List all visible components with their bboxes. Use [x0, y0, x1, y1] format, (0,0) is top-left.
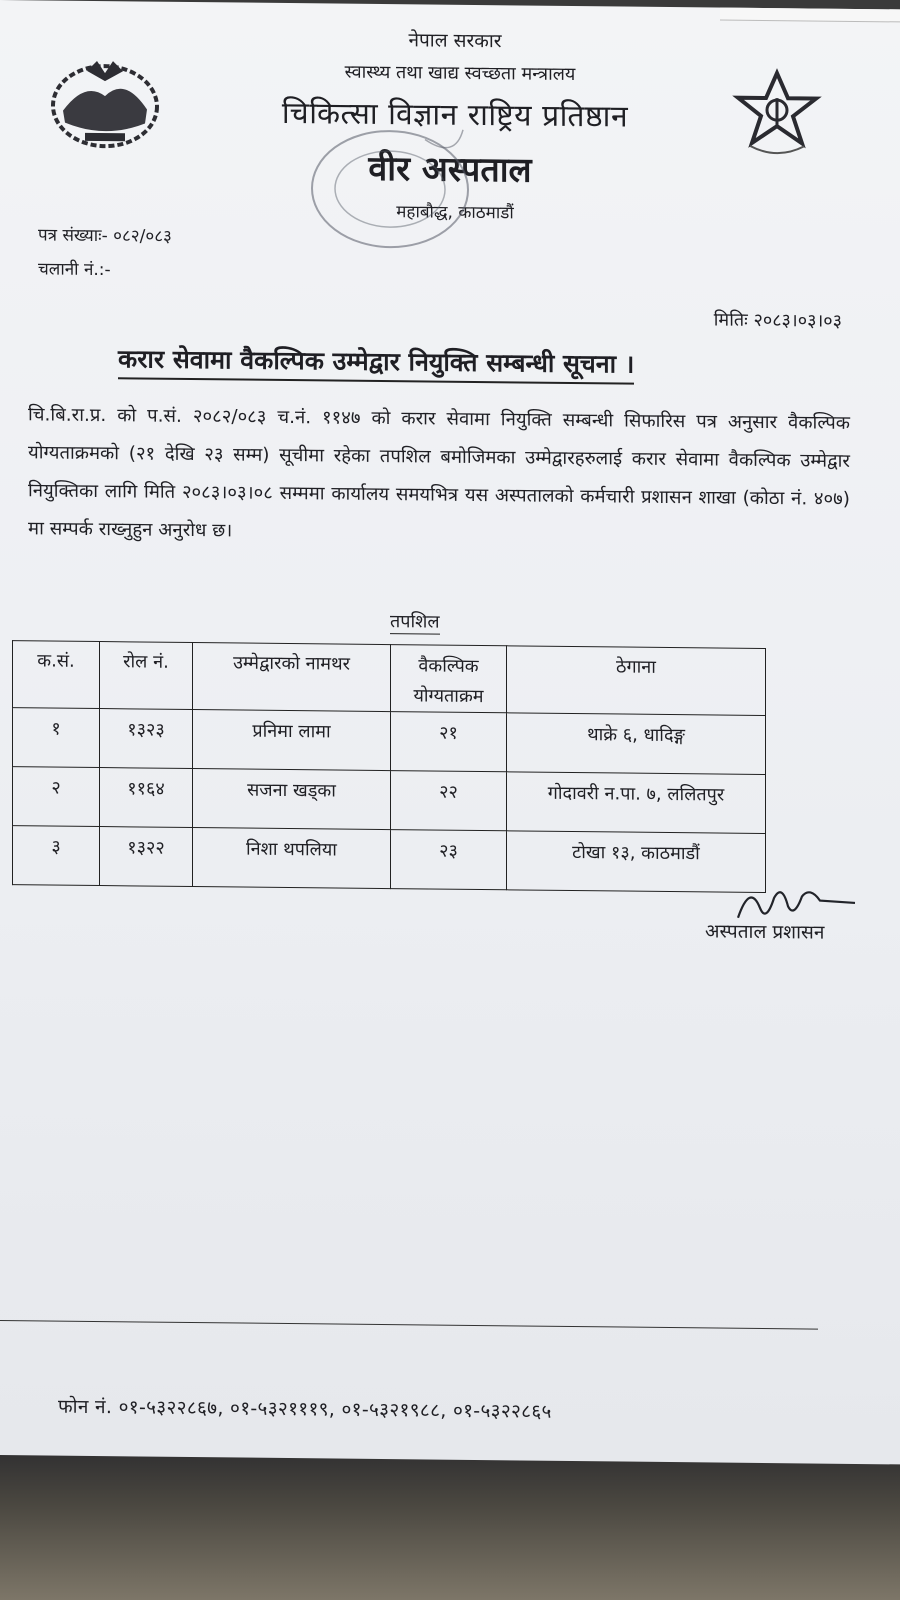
col-roll: रोल नं. [100, 642, 193, 710]
table-row [13, 708, 766, 775]
table-header-row [13, 641, 766, 716]
table-row [13, 767, 766, 834]
notice-date: मितिः २०८३।०३।०३ [713, 309, 842, 332]
header-government: नेपाल सरकार [408, 29, 502, 53]
header-address: महाबौद्ध, काठमाडौं [396, 202, 514, 224]
cell-address: टोखा १३, काठमाडौं [507, 831, 766, 893]
signature-label: अस्पताल प्रशासन [705, 920, 825, 944]
office-stamp-seal-icon [305, 118, 475, 260]
cell-roll: १३२२ [100, 827, 193, 887]
candidate-table [12, 640, 766, 893]
paper-edge-strip [720, 8, 900, 23]
footer-phone: फोन नं. ०१-५३२२८६७, ०१-५३२१११९, ०१-५३२१९८८, ०१-५३२२८६५ [58, 1395, 552, 1423]
cell-merit: २२ [391, 771, 507, 831]
cell-name: प्रनिमा लामा [193, 710, 391, 771]
dispatch-number: चलानी नं.:- [38, 259, 111, 281]
cell-merit: २१ [391, 712, 507, 772]
letter-number: पत्र संख्याः- ०८२/०८३ [38, 225, 172, 247]
background-floor [0, 1440, 900, 1600]
cell-name: निशा थपलिया [193, 828, 391, 889]
col-name: उम्मेद्वारको नामथर [193, 643, 391, 712]
col-address: ठेगाना [507, 646, 766, 716]
cell-serial: २ [13, 767, 100, 827]
footer-divider [0, 1320, 818, 1330]
cell-merit: २३ [391, 830, 507, 890]
notice-subject: करार सेवामा वैकल्पिक उम्मेद्वार नियुक्ति सम्बन्धी सूचना । [118, 341, 634, 384]
cell-serial: ३ [13, 826, 100, 886]
cell-address: थाक्रे ६, धादिङ्ग [507, 713, 766, 775]
notice-body: चि.बि.रा.प्र. को प.सं. २०८२/०८३ च.नं. ११४७ को करार सेवामा नियुक्ति सम्बन्धी सिफारिस पत्र अनुसार वैकल्पिक योग्यताक्रमको (२१ देखि २३ सम्म) सूचीमा रहेका तपशिल बमोजिमका उम्मेद्वारहरुलाई करार सेवामा वैकल्पिक उम्मेद्वार नियुक्तिका लागि मिति २०८३।०३।०८ सम्ममा कार्यालय समयभित्र यस अस्पतालको कर्मचारी प्रशासन शाखा (कोठा नं. ४०७) मा सम्पर्क राख्नुहुन अनुरोध छ। [28, 404, 850, 542]
header-ministry: स्वास्थ्य तथा खाद्य स्वच्छता मन्त्रालय [344, 61, 576, 86]
cell-serial: १ [13, 708, 100, 768]
cell-roll: ११६४ [100, 768, 193, 828]
col-merit: वैकल्पिक योग्यताक्रम [391, 645, 507, 713]
table-caption: तपशिल [390, 611, 440, 633]
cell-name: सजना खड्का [193, 769, 391, 830]
table-row [13, 826, 766, 893]
header-hospital: वीर अस्पताल [368, 148, 532, 191]
col-serial: क.सं. [13, 641, 100, 709]
cell-roll: १३२३ [100, 709, 193, 769]
header-academy: चिकित्सा विज्ञान राष्ट्रिय प्रतिष्ठान [281, 95, 629, 135]
cell-address: गोदावरी न.पा. ७, ललितपुर [507, 772, 766, 834]
